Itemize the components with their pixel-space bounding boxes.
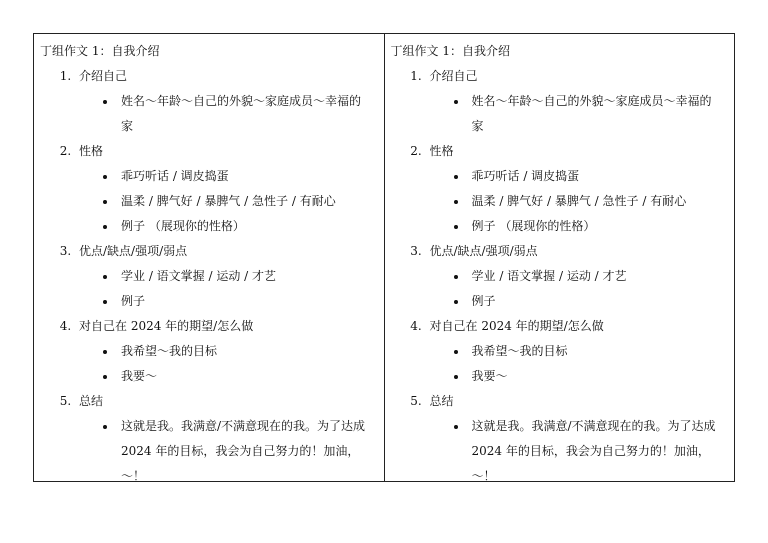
worksheet-title: 丁组作文 1：自我介绍 xyxy=(390,44,510,58)
worksheet-title: 丁组作文 1：自我介绍 xyxy=(40,44,160,58)
point-item: • 温柔 / 脾气好 / 暴脾气 / 急性子 / 有耐心 xyxy=(117,189,366,214)
section-item xyxy=(426,139,729,239)
point-item: • 例子 xyxy=(468,289,717,314)
section-item xyxy=(75,139,378,239)
point-item: • 乖巧听话 / 调皮捣蛋 xyxy=(117,164,366,189)
section-item xyxy=(75,64,378,139)
section-heading: 对自己在 2024 年的期望/怎么做 xyxy=(79,319,254,333)
point-item: • 我要～ xyxy=(117,364,366,389)
point-list xyxy=(430,264,729,314)
point-item: • 姓名～年龄～自己的外貌～家庭成员～幸福的家 xyxy=(468,89,717,139)
point-item: • 这就是我。我满意/不满意现在的我。为了达成 2024 年的目标，我会为自己努力的！加油，～！ xyxy=(117,414,366,489)
point-list xyxy=(79,339,378,389)
point-item: • 这就是我。我满意/不满意现在的我。为了达成 2024 年的目标，我会为自己努力的！加油，～！ xyxy=(468,414,717,489)
point-list xyxy=(79,89,378,139)
point-item: • 学业 / 语文掌握 / 运动 / 才艺 xyxy=(468,264,717,289)
worksheet-table xyxy=(33,33,735,482)
point-item: • 学业 / 语文掌握 / 运动 / 才艺 xyxy=(117,264,366,289)
point-item: • 我要～ xyxy=(468,364,717,389)
section-item xyxy=(426,314,729,389)
point-item: • 乖巧听话 / 调皮捣蛋 xyxy=(468,164,717,189)
section-item xyxy=(75,314,378,389)
point-item: • 我希望～我的目标 xyxy=(117,339,366,364)
point-list xyxy=(79,414,378,489)
point-list xyxy=(430,339,729,389)
point-item: • 例子 （展现你的性格） xyxy=(468,214,717,239)
point-item: • 例子 xyxy=(117,289,366,314)
point-item: • 我希望～我的目标 xyxy=(468,339,717,364)
section-item xyxy=(426,389,729,489)
section-heading: 总结 xyxy=(79,394,104,408)
point-list xyxy=(430,164,729,239)
section-list xyxy=(40,64,378,489)
section-heading: 优点/缺点/强项/弱点 xyxy=(79,244,188,258)
section-heading: 对自己在 2024 年的期望/怎么做 xyxy=(429,319,604,333)
section-heading: 总结 xyxy=(429,394,454,408)
point-list xyxy=(430,414,729,489)
section-heading: 优点/缺点/强项/弱点 xyxy=(429,244,538,258)
point-item: • 温柔 / 脾气好 / 暴脾气 / 急性子 / 有耐心 xyxy=(468,189,717,214)
point-list xyxy=(79,164,378,239)
section-heading: 介绍自己 xyxy=(429,69,478,83)
point-item: • 姓名～年龄～自己的外貌～家庭成员～幸福的家 xyxy=(117,89,366,139)
section-list xyxy=(391,64,729,489)
point-list xyxy=(430,89,729,139)
point-list xyxy=(79,264,378,314)
section-heading: 性格 xyxy=(429,144,454,158)
section-item xyxy=(75,239,378,314)
section-item xyxy=(426,239,729,314)
left-cell xyxy=(34,34,384,481)
section-heading: 性格 xyxy=(79,144,104,158)
section-item xyxy=(426,64,729,139)
section-item xyxy=(75,389,378,489)
point-item: • 例子 （展现你的性格） xyxy=(117,214,366,239)
section-heading: 介绍自己 xyxy=(79,69,128,83)
right-cell xyxy=(384,34,735,481)
